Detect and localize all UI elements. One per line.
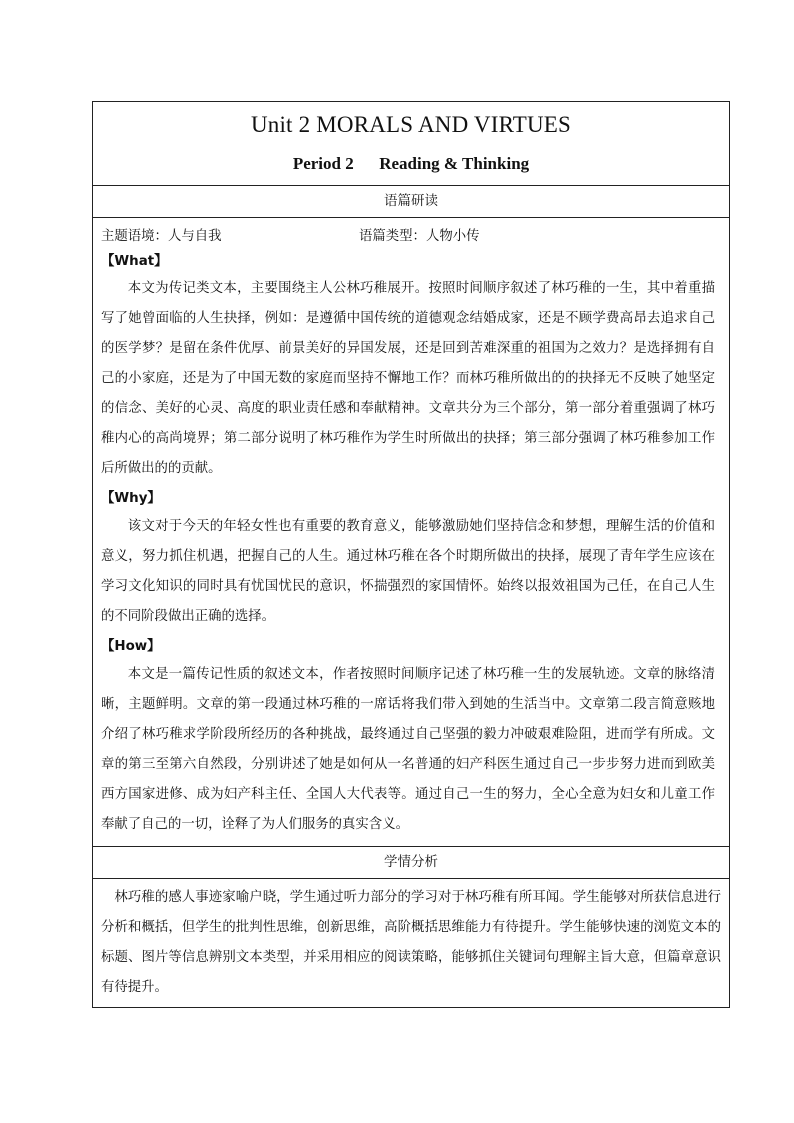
- genre-label: 语篇类型：人物小传: [359, 229, 480, 244]
- what-paragraph: 本文为传记类文本，主要围绕主人公林巧稚展开。按照时间顺序叙述了林巧稚的一生，其中着重描写了她曾面临的人生抉择，例如：是遵循中国传统的道德观念结婚成家，还是不顾学费高昂去追求自己的医学梦？是留在条件优厚、前景美好的异国发展，还是回到苦难深重的祖国为之效力？是选择拥有自己的小家庭，还是为了中国无数的家庭而坚持不懈地工作？而林巧稚所做出的的抉择无不反映了她坚定的信念、美好的心灵、高度的职业责任感和奉献精神。文章共分为三个部分，第一部分着重强调了林巧稚内心的高尚境界；第二部分说明了林巧稚作为学生时所做出的抉择；第三部分强调了林巧稚参加工作后所做出的的贡献。: [101, 281, 715, 476]
- how-heading: 【How】: [101, 639, 161, 654]
- text-study-heading: 语篇研读: [93, 186, 729, 218]
- period-title: Period 2 Reading & Thinking: [292, 154, 530, 173]
- why-paragraph: 该文对于今天的年轻女性也有重要的教育意义，能够激励她们坚持信念和梦想，理解生活的价值和意义，努力抓住机遇，把握自己的人生。通过林巧稚在各个时期所做出的抉择，展现了青年学生应该在学习文化知识的同时具有忧国忧民的意识，怀揣强烈的家国情怀。始终以报效祖国为己任，在自己人生的不同阶段做出正确的选择。: [101, 519, 715, 624]
- lesson-plan-table: [92, 101, 730, 1008]
- what-heading: 【What】: [101, 254, 168, 269]
- learner-analysis-body: [93, 879, 729, 1007]
- text-study-body: [93, 218, 729, 847]
- learner-analysis-paragraph: 林巧稚的感人事迹家喻户晓，学生通过听力部分的学习对于林巧稚有所耳闻。学生能够对所获信息进行分析和概括，但学生的批判性思维，创新思维，高阶概括思维能力有待提升。学生能够快速的浏览文本的标题、图片等信息辨别文本类型，并采用相应的阅读策略，能够抓住关键词句理解主旨大意，但篇章意识有待提升。: [101, 890, 721, 995]
- unit-title: Unit 2 MORALS AND VIRTUES: [250, 112, 572, 137]
- learner-analysis-heading: 学情分析: [93, 847, 729, 879]
- meta-line: [101, 224, 715, 250]
- title-cell: [93, 102, 729, 186]
- theme-label: 主题语境：人与自我: [101, 229, 222, 244]
- why-heading: 【Why】: [101, 491, 161, 506]
- how-paragraph: 本文是一篇传记性质的叙述文本，作者按照时间顺序记述了林巧稚一生的发展轨迹。文章的脉络清晰，主题鲜明。文章的第一段通过林巧稚的一席话将我们带入到她的生活当中。文章第二段言简意赅地介绍了林巧稚求学阶段所经历的各种挑战，最终通过自己坚强的毅力冲破艰难险阻，进而学有所成。文章的第三至第六自然段，分别讲述了她是如何从一名普通的妇产科医生通过自己一步步努力进而到欧美西方国家进修、成为妇产科主任、全国人大代表等。通过自己一生的努力，全心全意为妇女和儿童工作奉献了自己的一切，诠释了为人们服务的真实含义。: [101, 667, 715, 832]
